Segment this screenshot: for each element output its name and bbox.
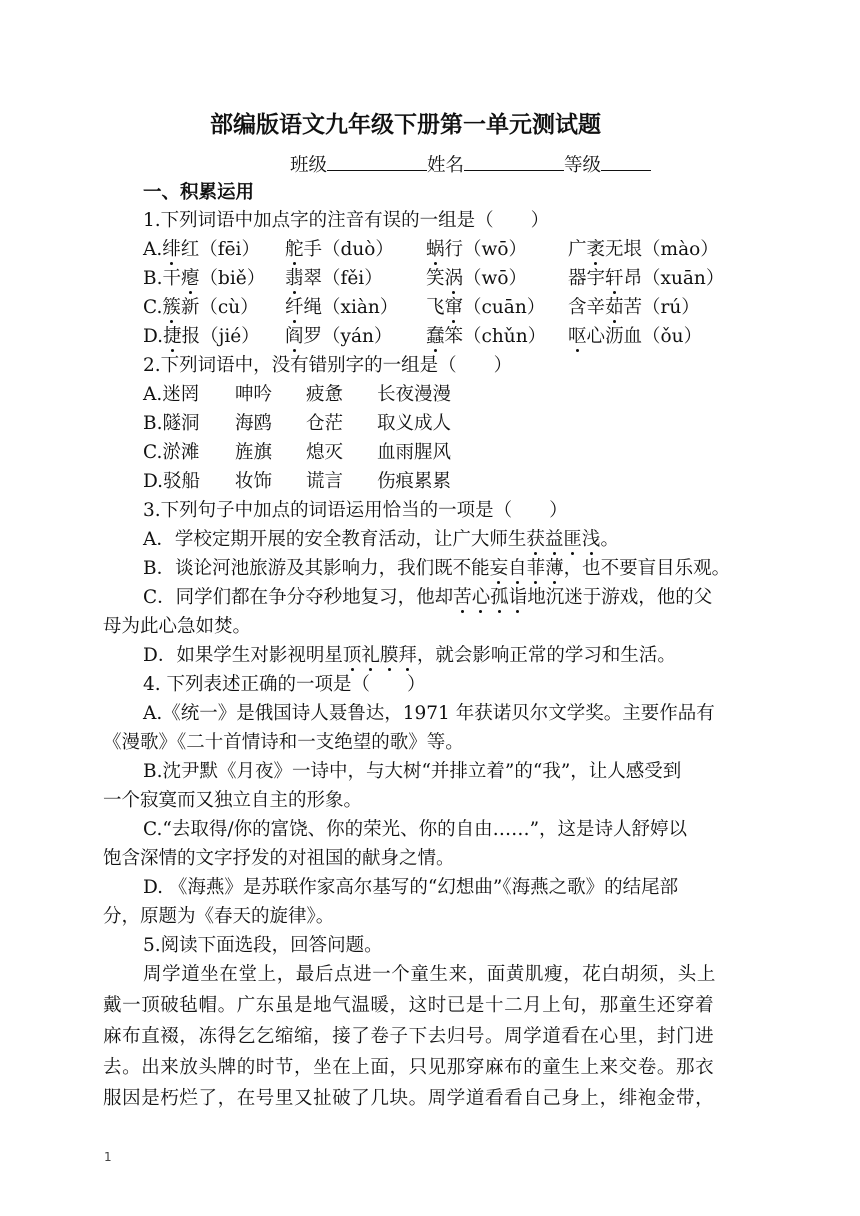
q4-option-a-line1: A.《统一》是俄国诗人聂鲁达，1971 年获诺贝尔文学奖。主要作品有 bbox=[143, 703, 715, 724]
passage-line: 麻布直裰，冻得乞乞缩缩，接了卷子下去归号。周学道看在心里，封门进 bbox=[103, 1026, 715, 1047]
emphasis-char: 浅 bbox=[581, 529, 601, 550]
q2-a-item-4: 长夜漫漫 bbox=[377, 384, 452, 405]
q2-b-item-1: B.隧洞 bbox=[143, 413, 200, 434]
q1-b-item-1: B.干瘪（biě） bbox=[143, 268, 266, 289]
emphasis-char: 心 bbox=[471, 587, 491, 608]
emphasis-char: 苦 bbox=[453, 587, 472, 608]
name-blank bbox=[464, 151, 564, 171]
q2-c-item-1: C.淤滩 bbox=[143, 442, 200, 463]
q4-option-b-line2: 一个寂寞而又独立自主的形象。 bbox=[103, 790, 363, 811]
q2-a-item-1: A.迷罔 bbox=[143, 384, 200, 405]
q2-option-a bbox=[143, 383, 643, 407]
q3-option-b bbox=[143, 557, 730, 581]
grade-blank bbox=[601, 151, 651, 171]
q1-c-item-1: C.簇新（cù） bbox=[143, 297, 259, 318]
question-5-stem: 5.阅读下面选段，回答问题。 bbox=[143, 935, 383, 956]
emphasis-char: 孤 bbox=[490, 587, 509, 608]
q2-d-item-2: 妆饰 bbox=[235, 471, 273, 492]
q4-option-d-line2: 分，原题为《春天的旋律》。 bbox=[103, 906, 335, 927]
q2-d-item-4: 伤痕累累 bbox=[377, 471, 452, 492]
q2-d-item-1: D.驳船 bbox=[143, 471, 201, 492]
q2-c-item-2: 旌旗 bbox=[235, 442, 273, 463]
q3-c-dotted-term bbox=[453, 587, 527, 608]
q4-option-d-line1: D. 《海燕》是苏联作家高尔基写的“幻想曲”《海燕之歌》的结尾部 bbox=[143, 877, 679, 898]
q2-c-item-4: 血雨腥风 bbox=[377, 442, 452, 463]
q1-c-item-2: 纤绳（xiàn） bbox=[285, 297, 399, 318]
q3-option-a bbox=[143, 528, 619, 552]
q1-b-item-4: 器宇轩昂（xuān） bbox=[568, 268, 725, 289]
q4-option-c-line1: C.“去取得/你的富饶、你的荣光、你的自由……”，这是诗人舒婷以 bbox=[143, 819, 688, 840]
q3-option-d bbox=[143, 644, 676, 668]
q3-c-text: C．同学们都在争分夺秒地复习，他却 bbox=[143, 587, 454, 608]
q1-b-item-2: 翡翠（fěi） bbox=[285, 268, 383, 289]
emphasis-char: 获 bbox=[526, 529, 545, 550]
q2-b-item-4: 取义成人 bbox=[377, 413, 452, 434]
emphasis-char: 益 bbox=[544, 529, 564, 550]
passage-line: 去。出来放头牌的时节，坐在上面，只见那穿麻布的童生上来交卷。那衣 bbox=[103, 1057, 715, 1078]
class-label: 班级 bbox=[290, 155, 328, 176]
q1-option-d bbox=[143, 325, 763, 349]
section-heading: 一、积累运用 bbox=[143, 182, 255, 203]
emphasis-char: 顶 bbox=[342, 645, 362, 666]
q3-option-c bbox=[143, 586, 712, 610]
q1-a-item-4: 广袤无垠（mào） bbox=[568, 239, 719, 260]
q1-d-item-1: D.捷报（jié） bbox=[143, 326, 260, 347]
q1-b-item-3: 笑涡（wō） bbox=[426, 268, 528, 289]
q1-a-item-3: 蜗行（wō） bbox=[426, 239, 527, 260]
passage-line: 服因是朽烂了，在号里又扯破了几块。周学道看看自己身上，绯袍金带， bbox=[103, 1088, 715, 1109]
q2-option-b bbox=[143, 412, 643, 436]
q2-option-d bbox=[143, 470, 643, 494]
emphasis-char: 妄 bbox=[489, 558, 509, 579]
question-1-stem: 1.下列词语中加点字的注音有误的一组是（ ） bbox=[143, 210, 550, 231]
grade-label: 等级 bbox=[564, 155, 602, 176]
passage-line: 周学道坐在堂上，最后点进一个童生来，面黄肌瘦，花白胡须，头上 bbox=[143, 964, 717, 985]
q1-c-item-4: 含辛茹苦（rú） bbox=[568, 297, 700, 318]
passage-line: 戴一顶破毡帽。广东虽是地气温暖，这时已是十二月上旬，那童生还穿着 bbox=[103, 995, 715, 1016]
q2-a-item-2: 呻吟 bbox=[235, 384, 273, 405]
question-2-stem: 2.下列词语中，没有错别字的一组是（ ） bbox=[143, 355, 513, 376]
q3-option-c-cont: 母为此心急如焚。 bbox=[103, 616, 252, 637]
student-info-line bbox=[290, 151, 651, 178]
emphasis-char: 拜 bbox=[398, 645, 417, 666]
q4-option-c-line2: 饱含深情的文字抒发的对祖国的献身之情。 bbox=[103, 848, 455, 869]
q1-option-c bbox=[143, 296, 763, 320]
q1-a-item-2: 舵手（duò） bbox=[285, 239, 394, 260]
q4-option-b-line1: B.沈尹默《月夜》一诗中，与大树“并排立着”的“我”，让人感受到 bbox=[143, 761, 682, 782]
emphasis-char: 菲 bbox=[526, 558, 546, 579]
q4-option-a-line2: 《漫歌》《二十首情诗和一支绝望的歌》等。 bbox=[103, 732, 464, 753]
emphasis-char: 诣 bbox=[508, 587, 528, 608]
q3-a-dotted-term bbox=[526, 529, 600, 550]
q1-c-item-3: 飞窜（cuān） bbox=[426, 297, 546, 318]
q1-d-item-4: 呕心沥血（ǒu） bbox=[568, 326, 703, 347]
q1-option-b bbox=[143, 267, 763, 291]
name-label: 姓名 bbox=[427, 155, 465, 176]
q2-c-item-3: 熄灭 bbox=[306, 442, 344, 463]
q3-d-dotted-term bbox=[343, 645, 417, 666]
emphasis-char: 礼 bbox=[361, 645, 380, 666]
q3-d-text: D．如果学生对影视明星 bbox=[143, 645, 343, 666]
question-4-stem: 4. 下列表述正确的一项是（ ） bbox=[143, 674, 426, 695]
q3-d-end: ，就会影响正常的学习和生活。 bbox=[416, 645, 676, 666]
page-title: 部编版语文九年级下册第一单元测试题 bbox=[210, 112, 601, 138]
q1-d-item-2: 阎罗（yán） bbox=[285, 326, 393, 347]
q2-option-c bbox=[143, 441, 643, 465]
q3-b-dotted-term bbox=[490, 558, 564, 579]
question-3-stem: 3.下列句子中加点的词语运用恰当的一项是（ ） bbox=[143, 500, 568, 521]
page-number: 1 bbox=[104, 1150, 112, 1164]
q3-b-end: ，也不要盲目乐观。 bbox=[563, 558, 731, 579]
q2-a-item-3: 疲惫 bbox=[306, 384, 344, 405]
q3-c-end: 地沉迷于游戏，他的父 bbox=[527, 587, 713, 608]
emphasis-char: 膜 bbox=[379, 645, 399, 666]
class-blank bbox=[327, 151, 427, 171]
emphasis-char: 薄 bbox=[545, 558, 564, 579]
q3-b-text: B．谈论河池旅游及其影响力，我们既不能 bbox=[143, 558, 490, 579]
q1-a-item-1: A.绯红（fēi） bbox=[143, 239, 260, 260]
q2-b-item-3: 仓茫 bbox=[306, 413, 344, 434]
q1-option-a bbox=[143, 238, 763, 262]
q2-b-item-2: 海鸥 bbox=[235, 413, 273, 434]
emphasis-char: 匪 bbox=[563, 529, 582, 550]
q3-a-end: 。 bbox=[600, 529, 619, 550]
q3-a-text: A．学校定期开展的安全教育活动，让广大师生 bbox=[143, 529, 527, 550]
q1-d-item-3: 蠢笨（chǔn） bbox=[426, 326, 547, 347]
emphasis-char: 自 bbox=[508, 558, 527, 579]
q2-d-item-3: 谎言 bbox=[306, 471, 344, 492]
